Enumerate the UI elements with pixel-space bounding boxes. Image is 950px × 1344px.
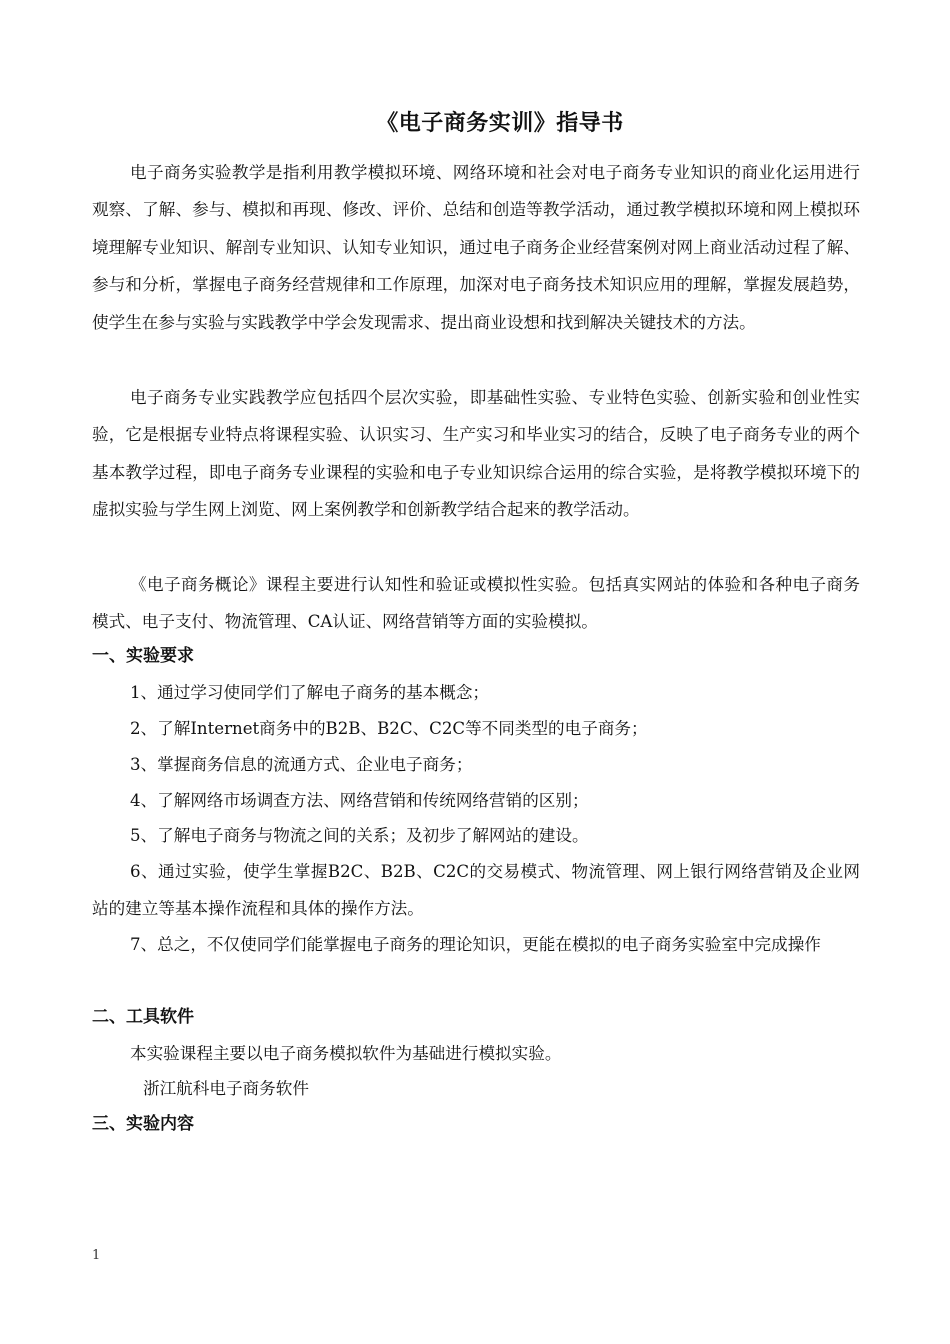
section-heading-tools: 二、工具软件: [92, 1007, 194, 1027]
requirement-item: 6、通过实验，使学生掌握B2C、B2B、C2C的交易模式、物流管理、网上银行网络营销及企业网站的建立等基本操作流程和具体的操作方法。: [92, 862, 860, 919]
section-heading-requirements: 一、实验要求: [92, 646, 194, 666]
software-name: 浙江航科电子商务软件: [143, 1079, 309, 1098]
requirement-item: 4、了解网络市场调查方法、网络营销和传统网络营销的区别；: [130, 791, 589, 810]
page-number: 1: [92, 1248, 101, 1263]
tools-description: 本实验课程主要以电子商务模拟软件为基础进行模拟实验。: [130, 1044, 562, 1063]
requirement-item: 3、掌握商务信息的流通方式、企业电子商务；: [130, 755, 473, 774]
requirement-item: 7、总之，不仅使同学们能掌握电子商务的理论知识，更能在模拟的电子商务实验室中完成操作: [130, 935, 821, 954]
requirement-item: 5、了解电子商务与物流之间的关系；及初步了解网站的建设。: [130, 826, 589, 845]
requirement-item: 2、了解Internet商务中的B2B、B2C、C2C等不同类型的电子商务；: [130, 719, 648, 738]
document-title: 《电子商务实训》指导书: [376, 110, 624, 136]
paragraph-practice: 电子商务专业实践教学应包括四个层次实验，即基础性实验、专业特色实验、创新实验和创业性实验，它是根据专业特点将课程实验、认识实习、生产实习和毕业实习的结合，反映了电子商务专业的两个基本教学过程，即电子商务专业课程的实验和电子专业知识综合运用的综合实验，是将教学模拟环境下的虚拟实验与学生网上浏览、网上案例教学和创新教学结合起来的教学活动。: [92, 388, 860, 520]
requirement-item: 1、通过学习使同学们了解电子商务的基本概念；: [130, 683, 490, 702]
paragraph-course: 《电子商务概论》课程主要进行认知性和验证或模拟性实验。包括真实网站的体验和各种电子商务模式、电子支付、物流管理、CA认证、网络营销等方面的实验模拟。: [92, 575, 860, 632]
section-heading-content: 三、实验内容: [92, 1114, 194, 1134]
paragraph-intro: 电子商务实验教学是指利用教学模拟环境、网络环境和社会对电子商务专业知识的商业化运用进行观察、了解、参与、模拟和再现、修改、评价、总结和创造等教学活动，通过教学模拟环境和网上模拟环境理解专业知识、解剖专业知识、认知专业知识，通过电子商务企业经营案例对网上商业活动过程了解、参与和分析，掌握电子商务经营规律和工作原理，加深对电子商务技术知识应用的理解，掌握发展趋势，使学生在参与实验与实践教学中学会发现需求、提出商业设想和找到解决关键技术的方法。: [92, 163, 860, 332]
